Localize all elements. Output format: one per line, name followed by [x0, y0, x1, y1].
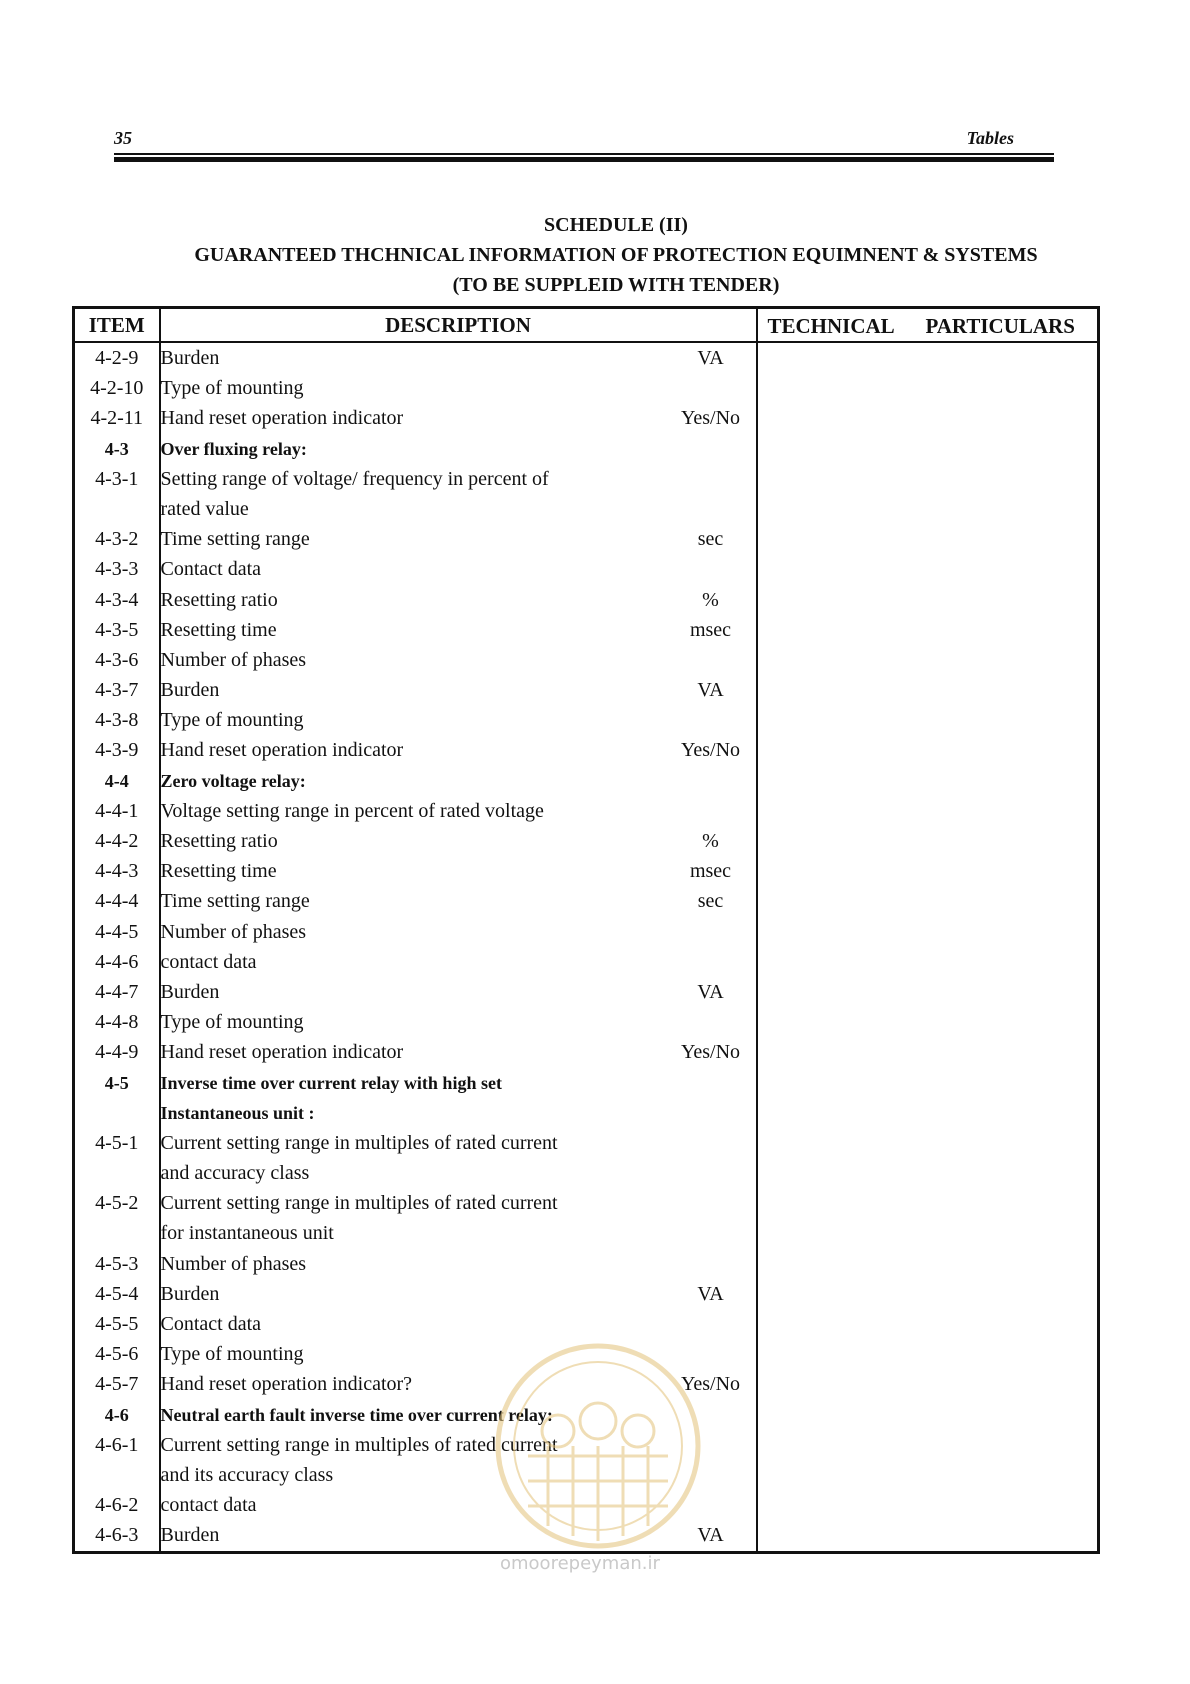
row-item-number: 4-4-1 [74, 796, 160, 826]
row-description: Time setting range [160, 528, 310, 551]
row-description: Contact data [160, 558, 262, 581]
row-description-cell [160, 434, 757, 464]
row-technical-particulars [757, 1460, 1099, 1490]
row-description-cell [160, 947, 757, 977]
row-description: Type of mounting [160, 709, 304, 732]
row-description-cell [160, 615, 757, 645]
table-row [74, 675, 1099, 705]
row-technical-particulars [757, 524, 1099, 554]
row-description: Neutral earth fault inverse time over current relay: [160, 1404, 553, 1425]
table-row [74, 554, 1099, 584]
row-item-number: 4-4-5 [74, 917, 160, 947]
row-technical-particulars [757, 373, 1099, 403]
row-description: Resetting ratio [160, 588, 278, 611]
watermark-text: omoorepeyman.ir [500, 1553, 660, 1574]
table-row [74, 1068, 1099, 1098]
row-unit: msec [689, 618, 732, 641]
row-unit: Yes/No [680, 1041, 741, 1064]
row-description: Time setting range [160, 890, 310, 913]
row-description-cell [160, 1249, 757, 1279]
header-description: DESCRIPTION [160, 308, 757, 343]
table-row [74, 464, 1099, 494]
row-description: Setting range of voltage/ frequency in percent of [160, 467, 549, 490]
row-unit: VA [697, 679, 724, 702]
row-unit: VA [697, 1282, 724, 1305]
table-row [74, 1158, 1099, 1188]
header-particulars: PARTICULARS [925, 314, 1075, 338]
row-technical-particulars [757, 645, 1099, 675]
row-item-number [74, 1098, 160, 1128]
header-technical: TECHNICAL [767, 314, 895, 338]
row-technical-particulars [757, 1309, 1099, 1339]
row-description: Burden [160, 1282, 220, 1305]
row-description-cell [160, 1218, 757, 1248]
row-description-cell [160, 373, 757, 403]
row-item-number: 4-2-9 [74, 342, 160, 373]
row-description-cell [160, 766, 757, 796]
row-item-number: 4-5-5 [74, 1309, 160, 1339]
row-description: Current setting range in multiples of rated current [160, 1192, 558, 1215]
row-description-cell [160, 796, 757, 826]
row-technical-particulars [757, 1369, 1099, 1399]
table-row [74, 796, 1099, 826]
row-technical-particulars [757, 1249, 1099, 1279]
section-title: Tables [966, 128, 1014, 148]
row-description-cell [160, 1188, 757, 1218]
row-technical-particulars [757, 947, 1099, 977]
row-unit: sec [697, 890, 724, 913]
row-description-cell [160, 1279, 757, 1309]
table-row [74, 1309, 1099, 1339]
row-item-number: 4-3-8 [74, 705, 160, 735]
row-description: Current setting range in multiples of rated current [160, 1131, 558, 1154]
row-description: Burden [160, 347, 220, 369]
page-number: 35 [114, 128, 132, 148]
row-description-cell [160, 342, 757, 373]
row-description-cell [160, 554, 757, 584]
row-item-number [74, 1218, 160, 1248]
row-description-cell [160, 1037, 757, 1067]
row-technical-particulars [757, 1007, 1099, 1037]
row-item-number: 4-2-10 [74, 373, 160, 403]
row-description-cell [160, 735, 757, 765]
row-item-number: 4-3 [74, 434, 160, 464]
row-unit: VA [697, 347, 724, 369]
row-item-number: 4-4-9 [74, 1037, 160, 1067]
row-item-number: 4-5-7 [74, 1369, 160, 1399]
row-item-number: 4-4-6 [74, 947, 160, 977]
row-description-cell [160, 826, 757, 856]
row-item-number: 4-5-2 [74, 1188, 160, 1218]
row-item-number: 4-3-5 [74, 615, 160, 645]
row-description-cell [160, 585, 757, 615]
row-technical-particulars [757, 856, 1099, 886]
row-description-cell [160, 1068, 757, 1098]
row-item-number: 4-3-4 [74, 585, 160, 615]
row-technical-particulars [757, 494, 1099, 524]
table-row [74, 1279, 1099, 1309]
row-unit: VA [697, 1524, 724, 1547]
row-description-cell [160, 403, 757, 433]
row-description: Contact data [160, 1313, 262, 1335]
row-unit: Yes/No [680, 407, 741, 430]
table-row [74, 1188, 1099, 1218]
row-description: Burden [160, 980, 220, 1003]
table-row [74, 947, 1099, 977]
row-description-cell [160, 705, 757, 735]
row-description: and its accuracy class [160, 1463, 334, 1486]
row-description: Type of mounting [160, 1011, 304, 1034]
row-item-number: 4-6 [74, 1400, 160, 1430]
schedule-title: SCHEDULE (II) [544, 214, 688, 236]
row-item-number: 4-4-3 [74, 856, 160, 886]
row-technical-particulars [757, 1098, 1099, 1128]
row-item-number: 4-3-3 [74, 554, 160, 584]
table-row [74, 1037, 1099, 1067]
row-description: Resetting ratio [160, 830, 278, 852]
table-header-row [74, 308, 1099, 343]
row-item-number: 4-3-7 [74, 675, 160, 705]
row-description: Current setting range in multiples of rated current [160, 1433, 558, 1456]
row-unit: % [702, 830, 719, 852]
row-description: Voltage setting range in percent of rated voltage [160, 799, 544, 822]
row-technical-particulars [757, 766, 1099, 796]
row-technical-particulars [757, 796, 1099, 826]
row-description: Over fluxing relay: [160, 438, 307, 459]
row-description: Number of phases [160, 920, 307, 943]
table-row [74, 1098, 1099, 1128]
row-description-cell [160, 494, 757, 524]
header-technical-particulars [757, 308, 1099, 343]
row-item-number: 4-5-3 [74, 1249, 160, 1279]
row-unit: Yes/No [680, 1373, 741, 1396]
row-item-number: 4-6-3 [74, 1520, 160, 1552]
row-technical-particulars [757, 342, 1099, 373]
row-technical-particulars [757, 615, 1099, 645]
table-row [74, 1007, 1099, 1037]
header-item: ITEM [74, 308, 160, 343]
row-description: Type of mounting [160, 377, 304, 400]
row-technical-particulars [757, 675, 1099, 705]
row-description: Burden [160, 679, 220, 702]
row-description: Instantaneous unit : [160, 1102, 315, 1123]
row-technical-particulars [757, 1490, 1099, 1520]
row-item-number: 4-2-11 [74, 403, 160, 433]
row-technical-particulars [757, 1279, 1099, 1309]
header-rule-thick [114, 157, 1054, 162]
header-rule-thin [114, 153, 1054, 155]
row-description-cell [160, 675, 757, 705]
row-description: Zero voltage relay: [160, 770, 306, 791]
row-technical-particulars [757, 1158, 1099, 1188]
table-row [74, 434, 1099, 464]
table-row [74, 585, 1099, 615]
row-item-number: 4-3-2 [74, 524, 160, 554]
table-row [74, 977, 1099, 1007]
row-description-cell [160, 645, 757, 675]
row-technical-particulars [757, 1128, 1099, 1158]
row-item-number: 4-4-8 [74, 1007, 160, 1037]
row-description: Resetting time [160, 860, 277, 883]
row-technical-particulars [757, 705, 1099, 735]
row-technical-particulars [757, 1520, 1099, 1552]
row-unit: sec [697, 528, 724, 551]
row-item-number [74, 1158, 160, 1188]
row-description: Number of phases [160, 648, 307, 671]
table-row [74, 766, 1099, 796]
row-description-cell [160, 1309, 757, 1339]
row-item-number: 4-6-1 [74, 1430, 160, 1460]
row-technical-particulars [757, 585, 1099, 615]
row-unit: Yes/No [680, 739, 741, 762]
table-row [74, 494, 1099, 524]
row-technical-particulars [757, 1218, 1099, 1248]
row-description: for instantaneous unit [160, 1222, 334, 1245]
row-description: Resetting time [160, 618, 277, 641]
row-description-cell [160, 1128, 757, 1158]
row-description-cell [160, 886, 757, 916]
row-item-number: 4-5-6 [74, 1339, 160, 1369]
row-item-number: 4-3-1 [74, 464, 160, 494]
row-description: Burden [160, 1524, 220, 1547]
row-item-number: 4-5-1 [74, 1128, 160, 1158]
schedule-note: (TO BE SUPPLEID WITH TENDER) [452, 274, 780, 296]
row-technical-particulars [757, 735, 1099, 765]
row-description-cell [160, 917, 757, 947]
row-unit: VA [697, 980, 724, 1003]
row-description-cell [160, 1098, 757, 1128]
row-description-cell [160, 856, 757, 886]
table-row [74, 373, 1099, 403]
table-row [74, 342, 1099, 373]
row-description-cell [160, 524, 757, 554]
table-row [74, 1128, 1099, 1158]
table-row [74, 826, 1099, 856]
row-item-number: 4-3-6 [74, 645, 160, 675]
row-technical-particulars [757, 917, 1099, 947]
table-row [74, 403, 1099, 433]
row-description: contact data [160, 950, 257, 973]
schedule-subtitle: GUARANTEED THCHNICAL INFORMATION OF PROTECTION EQUIMNENT & SYSTEMS [194, 244, 1038, 266]
row-description: Number of phases [160, 1252, 307, 1275]
row-description: Inverse time over current relay with high set [160, 1072, 502, 1093]
row-technical-particulars [757, 554, 1099, 584]
row-technical-particulars [757, 464, 1099, 494]
row-item-number: 4-4-7 [74, 977, 160, 1007]
row-item-number: 4-4 [74, 766, 160, 796]
row-description-cell [160, 1007, 757, 1037]
watermark-seal-icon [488, 1336, 708, 1556]
row-description: Hand reset operation indicator [160, 1041, 404, 1064]
row-description-cell [160, 977, 757, 1007]
row-technical-particulars [757, 1430, 1099, 1460]
row-description: Hand reset operation indicator [160, 407, 404, 430]
row-description: rated value [160, 497, 249, 520]
row-description: Type of mounting [160, 1343, 304, 1366]
row-technical-particulars [757, 886, 1099, 916]
table-row [74, 524, 1099, 554]
row-unit: % [702, 588, 719, 611]
table-row [74, 735, 1099, 765]
row-description: and accuracy class [160, 1162, 310, 1185]
table-row [74, 886, 1099, 916]
row-technical-particulars [757, 826, 1099, 856]
row-item-number [74, 1460, 160, 1490]
row-description-cell [160, 464, 757, 494]
row-technical-particulars [757, 977, 1099, 1007]
row-item-number: 4-5-4 [74, 1279, 160, 1309]
table-row [74, 705, 1099, 735]
row-item-number: 4-5 [74, 1068, 160, 1098]
row-item-number: 4-4-4 [74, 886, 160, 916]
table-row [74, 1249, 1099, 1279]
row-item-number [74, 494, 160, 524]
row-technical-particulars [757, 1188, 1099, 1218]
row-technical-particulars [757, 1400, 1099, 1430]
table-row [74, 1218, 1099, 1248]
row-technical-particulars [757, 1339, 1099, 1369]
row-description: contact data [160, 1494, 257, 1517]
row-technical-particulars [757, 434, 1099, 464]
row-unit: msec [689, 860, 732, 883]
table-row [74, 856, 1099, 886]
row-technical-particulars [757, 403, 1099, 433]
row-item-number: 4-4-2 [74, 826, 160, 856]
row-description: Hand reset operation indicator [160, 739, 404, 762]
row-item-number: 4-6-2 [74, 1490, 160, 1520]
row-technical-particulars [757, 1068, 1099, 1098]
table-row [74, 645, 1099, 675]
table-row [74, 615, 1099, 645]
row-description: Hand reset operation indicator? [160, 1373, 413, 1396]
row-item-number: 4-3-9 [74, 735, 160, 765]
row-description-cell [160, 1158, 757, 1188]
table-row [74, 917, 1099, 947]
row-technical-particulars [757, 1037, 1099, 1067]
